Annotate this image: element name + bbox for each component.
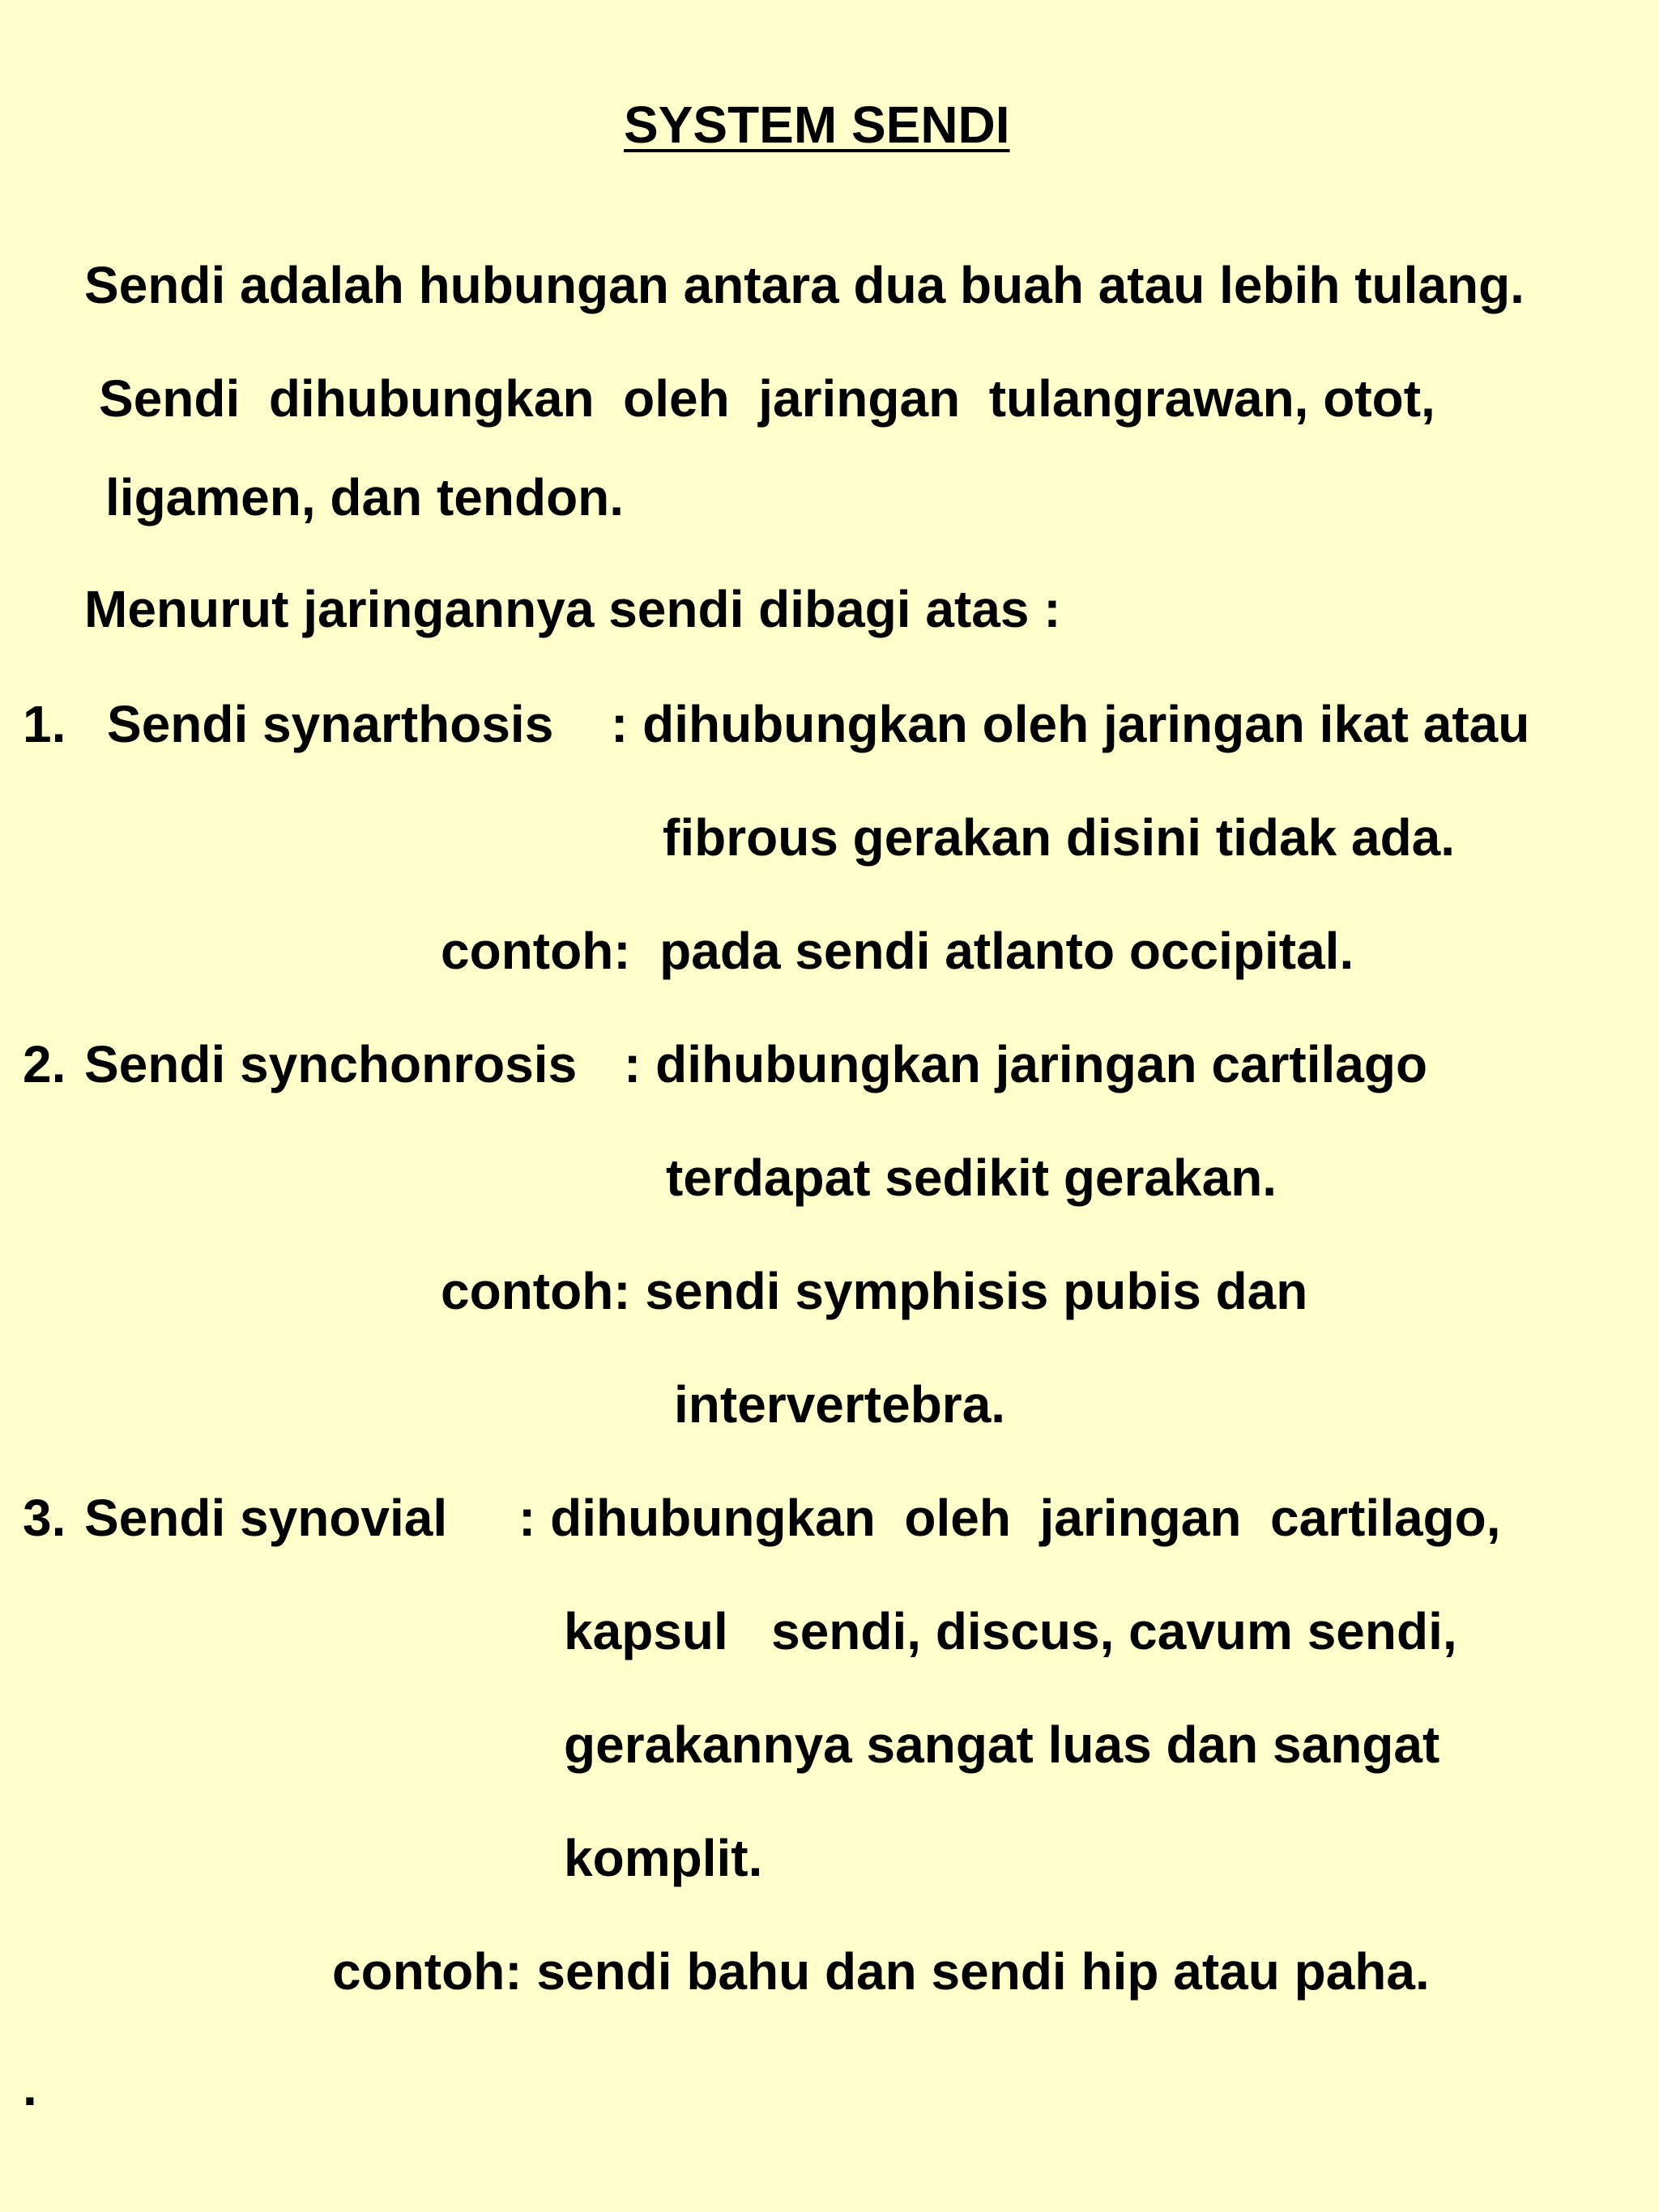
item-1-example-line-1: contoh: pada sendi atlanto occipital.: [441, 922, 1354, 980]
item-1-number: 1.: [23, 695, 66, 753]
item-3-desc-line-3: gerakannya sangat luas dan sangat: [564, 1715, 1440, 1774]
item-2-example-line-1: contoh: sendi symphisis pubis dan: [441, 1262, 1308, 1320]
footer-dot: .: [23, 2058, 37, 2116]
item-2-desc-line-1: : dihubungkan jaringan cartilago: [624, 1035, 1428, 1093]
item-1-desc-line-2: fibrous gerakan disini tidak ada.: [663, 808, 1456, 867]
item-3-desc-line-2: kapsul sendi, discus, cavum sendi,: [564, 1602, 1457, 1660]
intro-line-2: Sendi dihubungkan oleh jaringan tulangrawan, otot,: [99, 369, 1435, 428]
item-3-desc-line-1: : dihubungkan oleh jaringan cartilago,: [518, 1489, 1501, 1547]
item-2-example-line-2: intervertebra.: [674, 1375, 1006, 1434]
item-2-desc-line-2: terdapat sedikit gerakan.: [666, 1149, 1277, 1207]
page-title: SYSTEM SENDI: [624, 96, 1010, 154]
item-2-number: 2.: [23, 1035, 66, 1093]
item-3-number: 3.: [23, 1489, 66, 1547]
item-1-desc-line-1: : dihubungkan oleh jaringan ikat atau: [611, 695, 1530, 753]
item-3-example-line-1: contoh: sendi bahu dan sendi hip atau paha.: [332, 1942, 1430, 2001]
item-1-name: Sendi synarthosis: [107, 695, 554, 753]
intro-line-3: ligamen, dan tendon.: [105, 468, 625, 526]
item-2-name: Sendi synchonrosis: [84, 1035, 578, 1093]
item-3-desc-line-4: komplit.: [564, 1829, 763, 1887]
item-3-name: Sendi synovial: [84, 1489, 448, 1547]
intro-line-4: Menurut jaringannya sendi dibagi atas :: [84, 580, 1061, 638]
intro-line-1: Sendi adalah hubungan antara dua buah atau lebih tulang.: [84, 256, 1525, 314]
